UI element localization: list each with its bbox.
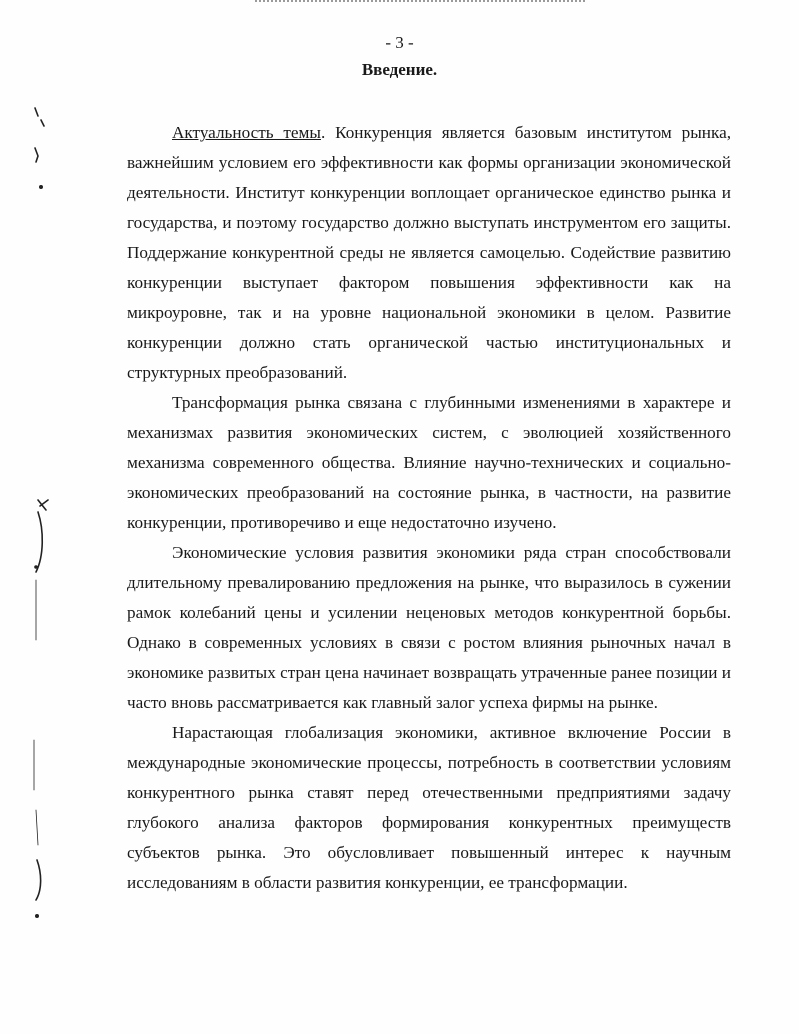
scan-top-edge <box>255 0 585 6</box>
page-title: Введение. <box>361 60 438 79</box>
paragraph-4: Нарастающая глобализация экономики, активное включение России в международные экономические процессы, потребность в соответствии условиям конкурентного рынка ставят перед отечественными предприятиями задачу глубокого анализа факторов формирования конкурентных преимуществ субъектов рынка. Это обусловливает повышенный интерес к научным исследованиям в области развития конкуренции, ее трансформации. <box>127 723 731 892</box>
paragraph-2: Трансформация рынка связана с глубинными изменениями в характере и механизмах развития экономических систем, с эволюцией хозяйственного механизма современного общества. Влияние научно-технических и социально-экономических преобразований на состояние рынка, в частности, на развитие конкуренции, противоречиво и еще недостаточно изучено. <box>127 393 731 532</box>
topic-relevance-heading: Актуальность темы <box>172 123 321 142</box>
page-number: - 3 - <box>385 33 414 52</box>
paragraph-1-text: . Конкуренция является базовым институтом рынка, важнейшим условием его эффективности как формы организации экономической деятельности. Институт конкуренции воплощает органическое единство рынка и государства, и поэтому государство должно выступать инструментом его защиты. Поддержание конкурентной среды не является самоцелью. Содействие развитию конкуренции выступает фактором повышения эффективности как на микроуровне, так и на уровне национальной экономики в целом. Развитие конкуренции должно стать органической частью институциональных и структурных преобразований. <box>127 123 731 382</box>
paragraph-3: Экономические условия развития экономики ряда стран способствовали длительному превалированию предложения на рынке, что выразилось в сужении рамок колебаний цены и усилении неценовых методов конкурентной борьбы. Однако в современных условиях в связи с ростом влияния рыночных начал в экономике развитых стран цена начинает возвращать утраченные ранее позиции и часто вновь рассматривается как главный залог успеха фирмы на рынке. <box>127 543 731 712</box>
margin-scan-marks <box>0 0 60 1034</box>
document-body <box>127 118 731 898</box>
paragraph-1 <box>127 118 731 388</box>
